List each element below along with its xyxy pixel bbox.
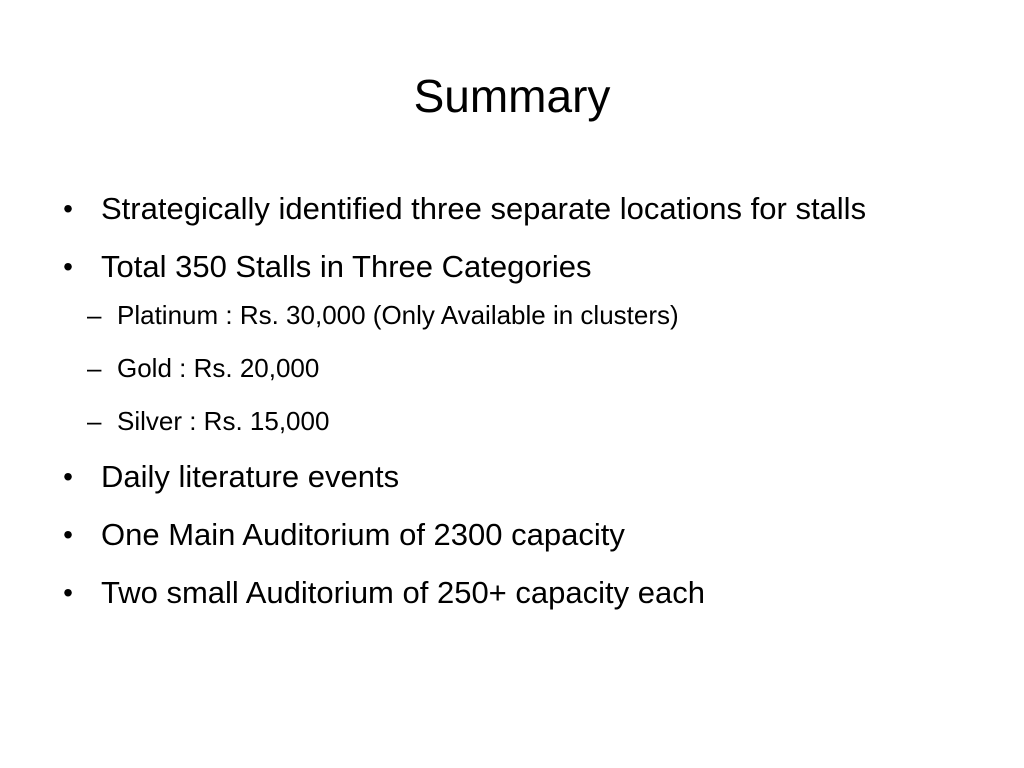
bullet-dot-icon: • xyxy=(63,519,73,550)
bullet-dot-icon: • xyxy=(63,251,73,282)
bullet-item-main-auditorium xyxy=(58,512,978,557)
bullet-text: Daily literature events xyxy=(101,459,400,494)
dash-icon: – xyxy=(87,300,102,330)
bullet-text: Two small Auditorium of 250+ capacity each xyxy=(101,575,705,610)
sub-item-text: Silver : Rs. 15,000 xyxy=(117,406,330,436)
bullet-item-stalls xyxy=(58,244,978,441)
bullet-item-small-auditorium xyxy=(58,570,978,615)
sub-item-text: Platinum : Rs. 30,000 (Only Available in clusters) xyxy=(117,300,679,330)
stall-category-list xyxy=(87,295,978,441)
bullet-item-events xyxy=(58,454,978,499)
sub-item-platinum xyxy=(73,295,978,335)
slide-title: Summary xyxy=(413,70,611,122)
dash-icon: – xyxy=(87,406,102,436)
bullet-text: Total 350 Stalls in Three Categories xyxy=(101,249,592,284)
bullet-item-locations xyxy=(58,186,978,231)
dash-icon: – xyxy=(87,353,102,383)
bullet-dot-icon: • xyxy=(63,193,73,224)
bullet-text: Strategically identified three separate locations for stalls xyxy=(101,191,867,226)
bullet-list xyxy=(58,186,978,628)
sub-item-gold xyxy=(73,348,978,388)
bullet-dot-icon: • xyxy=(63,461,73,492)
sub-item-text: Gold : Rs. 20,000 xyxy=(117,353,320,383)
sub-item-silver xyxy=(73,401,978,441)
bullet-dot-icon: • xyxy=(63,577,73,608)
bullet-text: One Main Auditorium of 2300 capacity xyxy=(101,517,625,552)
